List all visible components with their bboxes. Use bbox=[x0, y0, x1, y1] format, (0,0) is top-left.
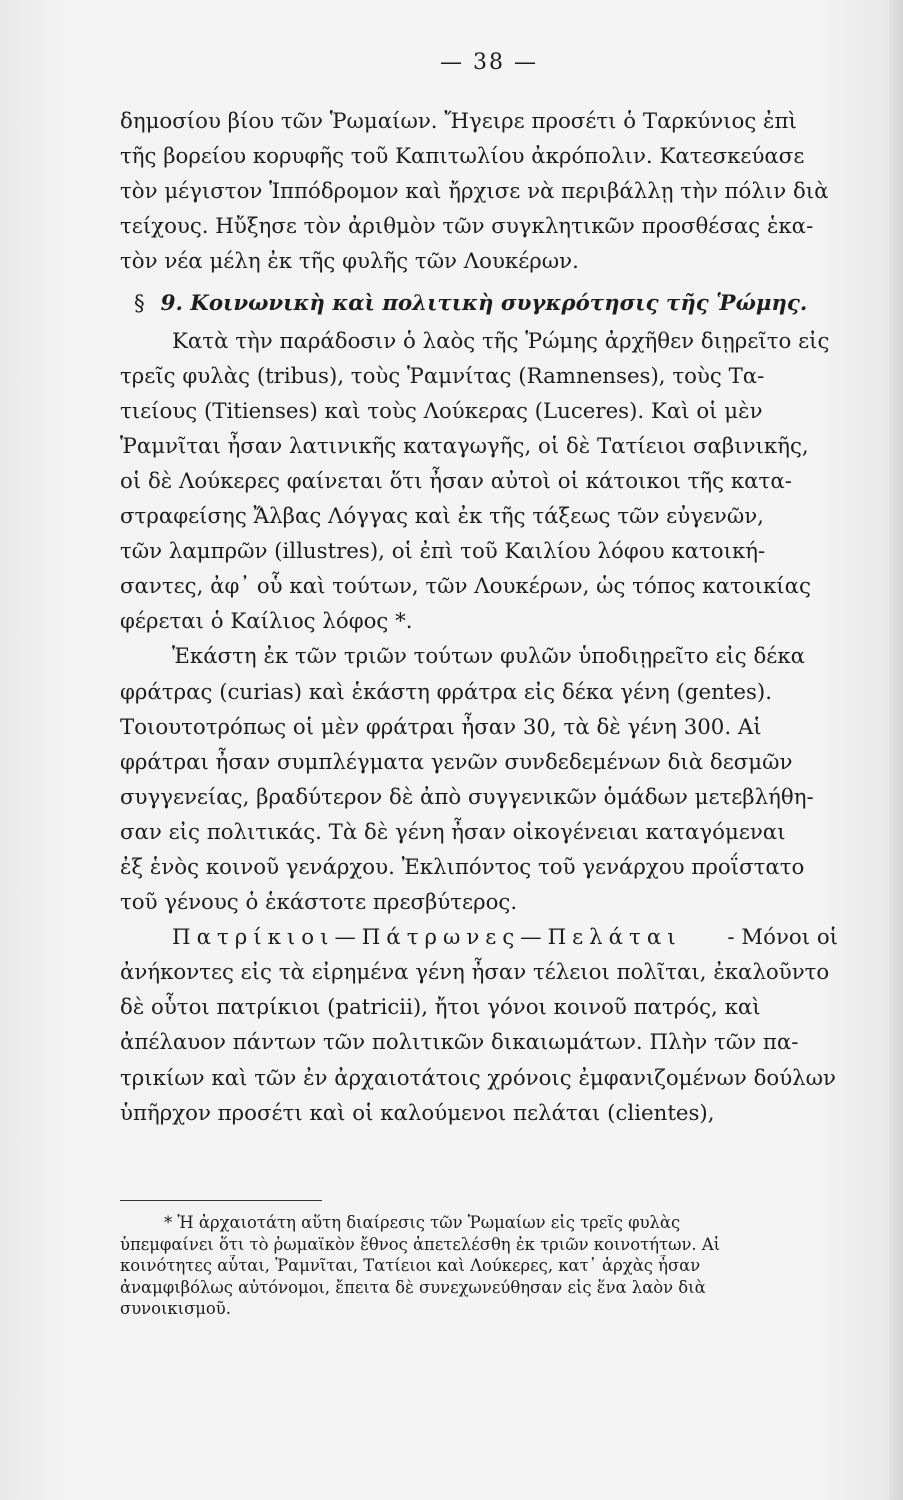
text-line: τὸν νέα μέλη ἐκ τῆς φυλῆς τῶν Λουκέρων. bbox=[120, 249, 579, 275]
text-line: οἱ δὲ Λούκερες φαίνεται ὅτι ἦσαν αὐτοὶ οἱ κάτοικοι τῆς κατα- bbox=[120, 468, 792, 494]
footnote-line: κοινότητες αὗται, Ῥαμνῖται, Τατίειοι καὶ Λούκερες, κατ᾽ ἀρχὰς ἦσαν bbox=[120, 1256, 701, 1276]
text-line: Ἑκάστη ἐκ τῶν τριῶν τούτων φυλῶν ὑποδιῃρεῖτο εἰς δέκα bbox=[172, 644, 806, 670]
text-line: στραφείσης Ἄλβας Λόγγας καὶ ἐκ τῆς τάξεως τῶν εὐγενῶν, bbox=[120, 504, 764, 530]
footnote-line: * Ἡ ἀρχαιοτάτη αὕτη διαίρεσις τῶν Ῥωμαίων εἰς τρεῖς φυλὰς bbox=[164, 1213, 681, 1232]
text-line: τρεῖς φυλὰς (tribus), τοὺς Ῥαμνίτας (Ramnenses), τοὺς Τα- bbox=[120, 363, 765, 389]
text-line: φράτραι ἦσαν συμπλέγματα γενῶν συνδεδεμένων διὰ δεσμῶν bbox=[120, 749, 793, 775]
section-heading bbox=[120, 286, 838, 321]
text-line: σαντες, ἀφ᾽ οὗ καὶ τούτων, τῶν Λουκέρων, ὡς τόπος κατοικίας bbox=[120, 574, 811, 600]
footnote-line: ὑπεμφαίνει ὅτι τὸ ῥωμαϊκὸν ἔθνος ἀπετελέσθη ἐκ τριῶν κοινοτήτων. Αἱ bbox=[120, 1234, 721, 1254]
page-number: — 38 — bbox=[440, 50, 538, 75]
footnote bbox=[120, 1212, 838, 1320]
text-line bbox=[120, 920, 838, 955]
text-line: ἐξ ἑνὸς κοινοῦ γενάρχου. Ἐκλιπόντος τοῦ γενάρχου προΐστατο bbox=[120, 854, 805, 880]
text-line: τῆς βορείου κορυφῆς τοῦ Καπιτωλίου ἀκρόπολιν. Κατεσκεύασε bbox=[120, 144, 805, 170]
text-line: Κατὰ τὴν παράδοσιν ὁ λαὸς τῆς Ῥώμης ἀρχῆθεν διῃρεῖτο εἰς bbox=[172, 328, 830, 354]
text-line: ὑπῆρχον προσέτι καὶ οἱ καλούμενοι πελάται (clientes), bbox=[120, 1100, 715, 1126]
text-line: τὸν μέγιστον Ἱππόδρομον καὶ ἤρχισε νὰ περιβάλλῃ τὴν πόλιν διὰ bbox=[120, 179, 829, 205]
body-text bbox=[120, 104, 838, 1131]
text-line: τιείους (Titienses) καὶ τοὺς Λούκερας (Luceres). Καὶ οἱ μὲν bbox=[120, 398, 763, 424]
text-line: φράτρας (curias) καὶ ἑκάστη φράτρα εἰς δέκα γένη (gentes). bbox=[120, 679, 772, 705]
section-sign: § bbox=[134, 291, 145, 317]
section-title: 9. Κοινωνικὴ καὶ πολιτικὴ συγκρότησις τῆς Ῥώμης. bbox=[160, 291, 808, 317]
text-line: ἀνήκοντες εἰς τὰ εἰρημένα γένη ἦσαν τέλειοι πολῖται, ἐκαλοῦντο bbox=[120, 960, 830, 986]
text-line: σαν εἰς πολιτικάς. Τὰ δὲ γένη ἦσαν οἰκογένειαι καταγόμεναι bbox=[120, 819, 786, 845]
footnote-divider bbox=[120, 1200, 322, 1201]
text-line: συγγενείας, βραδύτερον δὲ ἀπὸ συγγενικῶν ὁμάδων μετεβλήθη- bbox=[120, 784, 814, 810]
text-line: ἀπέλαυον πάντων τῶν πολιτικῶν δικαιωμάτων. Πλὴν τῶν πα- bbox=[120, 1030, 799, 1056]
spaced-term: Πατρίκιοι—Πάτρωνες—Πελάται bbox=[172, 925, 682, 951]
text-line: Τοιουτοτρόπως οἱ μὲν φράτραι ἦσαν 30, τὰ δὲ γένη 300. Αἱ bbox=[120, 714, 762, 740]
footnote-line: συνοικισμοῦ. bbox=[120, 1299, 231, 1319]
text-line: τῶν λαμπρῶν (illustres), οἱ ἐπὶ τοῦ Καιλίου λόφου κατοική- bbox=[120, 539, 766, 565]
page-edge bbox=[889, 0, 903, 1500]
text-fragment: - Μόνοι οἱ bbox=[727, 925, 838, 951]
text-line: τοῦ γένους ὁ ἑκάστοτε πρεσβύτερος. bbox=[120, 890, 518, 916]
text-line: τρικίων καὶ τῶν ἐν ἀρχαιοτάτοις χρόνοις ἐμφανιζομένων δούλων bbox=[120, 1065, 836, 1091]
text-line: φέρεται ὁ Καίλιος λόφος *. bbox=[120, 609, 413, 635]
text-line: τείχους. Ηὔξησε τὸν ἀριθμὸν τῶν συγκλητικῶν προσθέσας ἑκα- bbox=[120, 214, 814, 240]
text-line: δὲ οὗτοι πατρίκιοι (patricii), ἤτοι γόνοι κοινοῦ πατρός, καὶ bbox=[120, 995, 761, 1021]
footnote-line: ἀναμφιβόλως αὐτόνομοι, ἔπειτα δὲ συνεχωνεύθησαν εἰς ἕνα λαὸν διὰ bbox=[120, 1277, 706, 1297]
text-line: Ῥαμνῖται ἦσαν λατινικῆς καταγωγῆς, οἱ δὲ Τατίειοι σαβινικῆς, bbox=[120, 433, 809, 459]
text-line: δημοσίου βίου τῶν Ῥωμαίων. Ἤγειρε προσέτι ὁ Ταρκύνιος ἐπὶ bbox=[120, 109, 797, 134]
